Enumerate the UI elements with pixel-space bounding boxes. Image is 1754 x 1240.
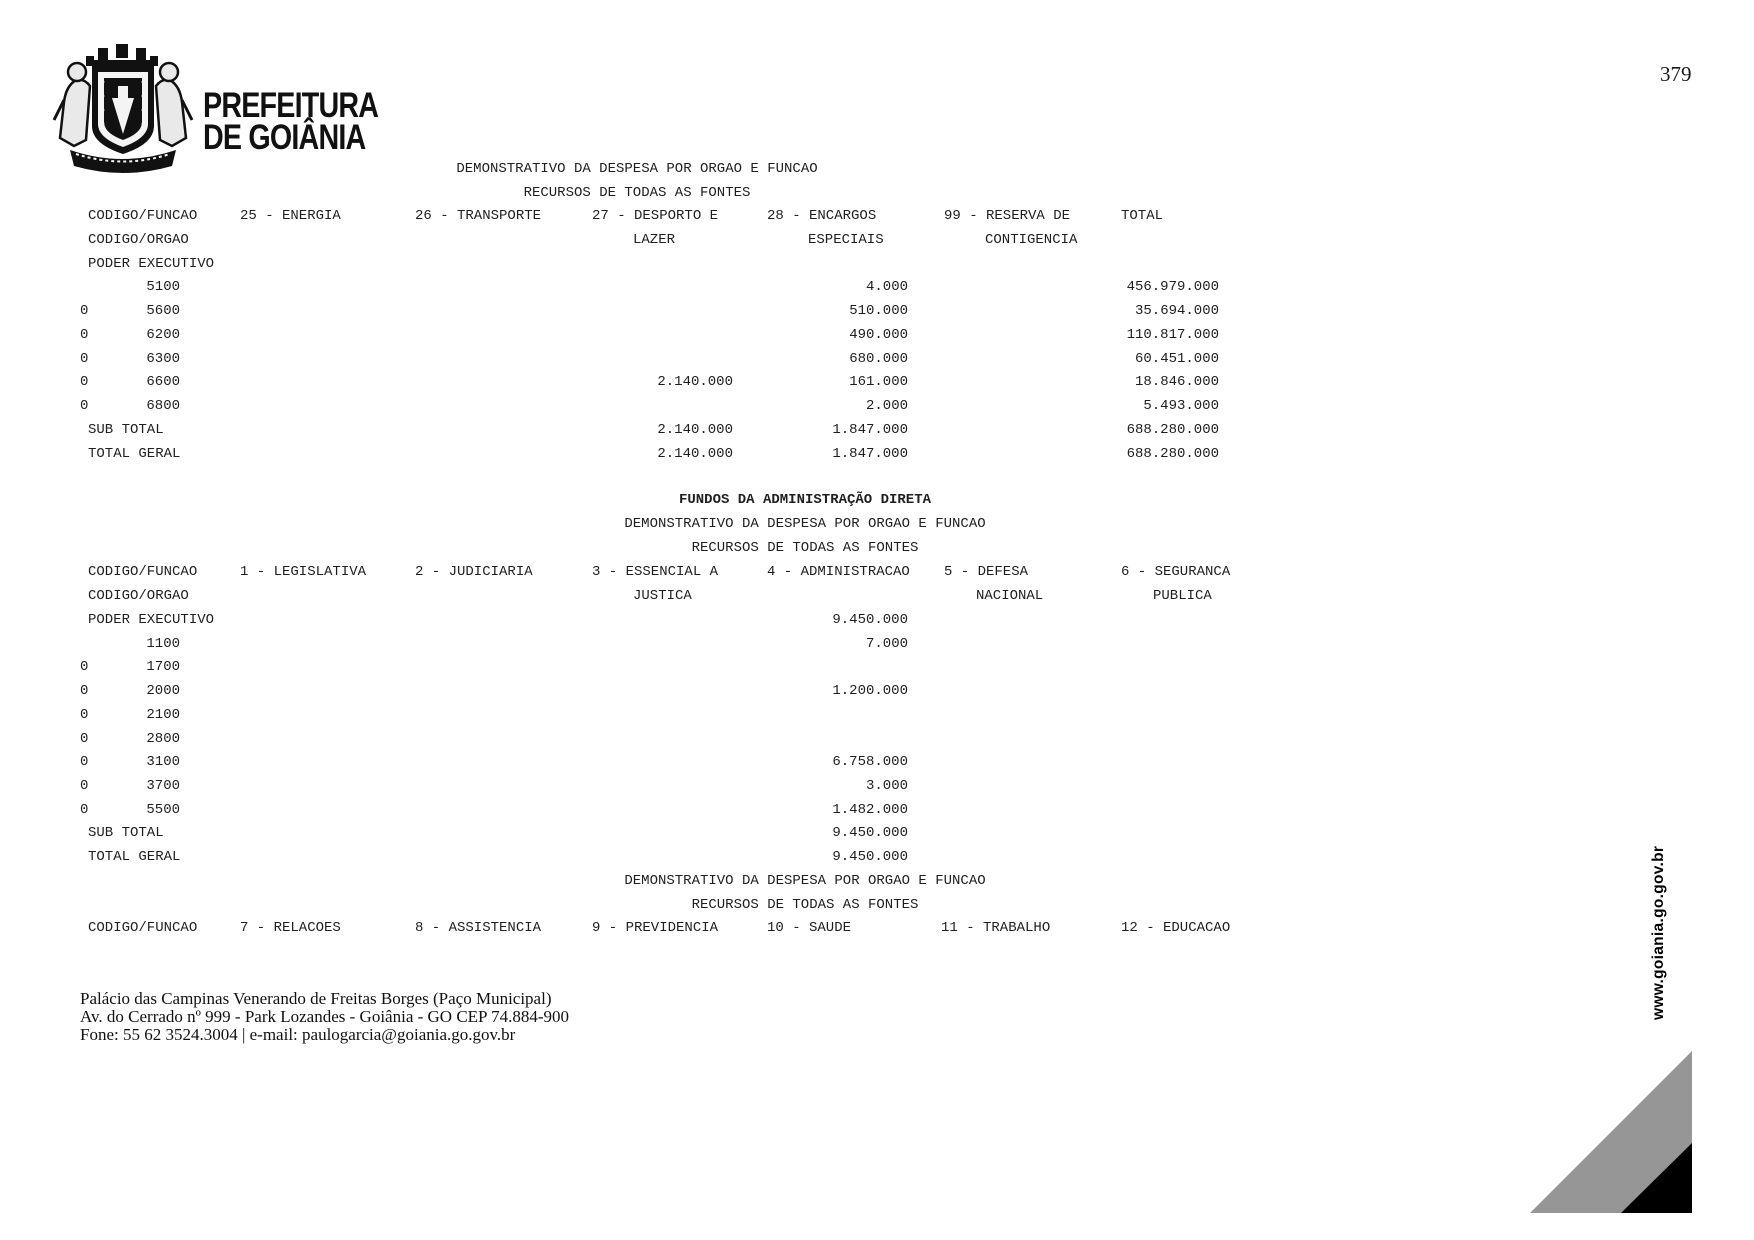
t3-h-trabalho: 11 - TRABALHO: [941, 920, 1051, 936]
cell-flag: 0: [80, 802, 89, 818]
t1-h-codigo-orgao: CODIGO/ORGAO: [88, 232, 189, 248]
cell-c4: 6.758.000: [832, 754, 908, 770]
table-row: [0, 301, 1754, 323]
t3-title: DEMONSTRATIVO DA DESPESA POR ORGAO E FUNCAO: [624, 873, 986, 889]
t3-h-assistencia: 8 - ASSISTENCIA: [415, 920, 542, 936]
t1-h-especiais: ESPECIAIS: [808, 232, 884, 248]
t3-subtitle: RECURSOS DE TODAS AS FONTES: [691, 897, 919, 913]
table-row: [0, 657, 1754, 679]
t1-h-encargos: 28 - ENCARGOS: [767, 208, 877, 224]
cell-total: 688.280.000: [1126, 446, 1219, 462]
t1-h-lazer: LAZER: [633, 232, 676, 248]
t3-h-relacoes: 7 - RELACOES: [240, 920, 341, 936]
cell-c28: 1.847.000: [832, 446, 908, 462]
footer-address-block: [80, 990, 569, 1044]
t1-title-row: [0, 159, 1754, 181]
cell-c28: 161.000: [849, 374, 908, 390]
cell-flag: 0: [80, 351, 89, 367]
t2-h-defesa: 5 - DEFESA: [944, 564, 1029, 580]
t3-title-row: [0, 871, 1754, 893]
cell-total: 60.451.000: [1134, 351, 1219, 367]
cell-flag: 0: [80, 731, 89, 747]
cell-code: 5100: [146, 279, 180, 295]
brand-wordmark: [203, 86, 379, 157]
subtotal-label: SUB TOTAL: [88, 422, 164, 438]
cell-flag: 0: [80, 754, 89, 770]
t2-h-nacional: NACIONAL: [976, 588, 1044, 604]
t3-h-educacao: 12 - EDUCACAO: [1121, 920, 1231, 936]
cell-flag: 0: [80, 374, 89, 390]
t2-title: DEMONSTRATIVO DA DESPESA POR ORGAO E FUNCAO: [624, 516, 986, 532]
cell-total: 456.979.000: [1126, 279, 1219, 295]
t1-title: DEMONSTRATIVO DA DESPESA POR ORGAO E FUNCAO: [456, 161, 818, 177]
goiania-coat-of-arms-logo: [52, 42, 194, 178]
t2-h-codigo-orgao: CODIGO/ORGAO: [88, 588, 189, 604]
t2-header-row-1: [0, 562, 1754, 584]
footer-line3: Fone: 55 62 3524.3004 | e-mail: paulogarcia@goiania.go.gov.br: [80, 1025, 516, 1044]
t1-h-contigencia: CONTIGENCIA: [985, 232, 1078, 248]
cell-c28: 2.000: [865, 398, 908, 414]
cell-total: 110.817.000: [1126, 327, 1219, 343]
t2-poder-executivo: PODER EXECUTIVO: [88, 612, 215, 628]
cell-code: 5600: [146, 303, 180, 319]
table-row: [0, 396, 1754, 418]
cell-code: 6600: [146, 374, 180, 390]
t1-h-codigo-funcao: CODIGO/FUNCAO: [88, 208, 198, 224]
cell-c27: 2.140.000: [657, 446, 733, 462]
cell-code: 6800: [146, 398, 180, 414]
t2-subtotal-row: [0, 823, 1754, 845]
brand-line1: PREFEITURA: [203, 86, 379, 125]
t2-h-justica: JUSTICA: [633, 588, 692, 604]
brand-line2: DE GOIÂNIA: [203, 118, 366, 157]
table-row: [0, 705, 1754, 727]
t2-h-judiciaria: 2 - JUDICIARIA: [415, 564, 533, 580]
t2-title-row: [0, 514, 1754, 536]
cell-flag: 0: [80, 707, 89, 723]
cell-c27: 2.140.000: [657, 374, 733, 390]
cell-c28: 1.847.000: [832, 422, 908, 438]
table-row: [0, 681, 1754, 703]
t1-subtitle-row: [0, 183, 1754, 205]
cell-c28: 680.000: [849, 351, 908, 367]
cell-flag: 0: [80, 683, 89, 699]
t1-h-transporte: 26 - TRANSPORTE: [415, 208, 542, 224]
totalgeral-label: TOTAL GERAL: [88, 446, 181, 462]
cell-code: 5500: [146, 802, 180, 818]
t2-h-seguranca: 6 - SEGURANCA: [1121, 564, 1231, 580]
t2-h-codigo-funcao: CODIGO/FUNCAO: [88, 564, 198, 580]
table-row: [0, 277, 1754, 299]
cell-total: 35.694.000: [1134, 303, 1219, 319]
t3-header-row-1: [0, 918, 1754, 940]
t1-subtitle: RECURSOS DE TODAS AS FONTES: [523, 185, 751, 201]
cell-flag: 0: [80, 778, 89, 794]
corner-triangle-decoration: [1528, 1048, 1694, 1215]
t2-group-row: [0, 610, 1754, 632]
t1-group-row: [0, 254, 1754, 276]
table-row: [0, 776, 1754, 798]
cell-code: 2800: [146, 731, 180, 747]
t2-subtitle: RECURSOS DE TODAS AS FONTES: [691, 540, 919, 556]
cell-total: 5.493.000: [1143, 398, 1219, 414]
cell-total: 688.280.000: [1126, 422, 1219, 438]
t2-h-administracao: 4 - ADMINISTRACAO: [767, 564, 910, 580]
cell-c4: 9.450.000: [832, 612, 908, 628]
t1-h-reserva: 99 - RESERVA DE: [944, 208, 1071, 224]
cell-c4: 7.000: [865, 636, 908, 652]
cell-code: 2000: [146, 683, 180, 699]
footer-line2: Av. do Cerrado nº 999 - Park Lozandes - Goiânia - GO CEP 74.884-900: [80, 1007, 570, 1026]
vertical-site-url: www.goiania.go.gov.br: [1650, 845, 1667, 1020]
cell-c27: 2.140.000: [657, 422, 733, 438]
footer-line1: Palácio das Campinas Venerando de Freitas Borges (Paço Municipal): [80, 989, 552, 1008]
t2-section-heading: FUNDOS DA ADMINISTRAÇÃO DIRETA: [678, 492, 932, 508]
cell-c4: 9.450.000: [832, 849, 908, 865]
table-row: [0, 349, 1754, 371]
cell-c4: 9.450.000: [832, 825, 908, 841]
t1-h-total: TOTAL: [1121, 208, 1164, 224]
page-number: 379: [1660, 62, 1692, 86]
t2-header-row-2: [0, 586, 1754, 608]
totalgeral-label: TOTAL GERAL: [88, 849, 181, 865]
t3-subtitle-row: [0, 895, 1754, 917]
cell-flag: 0: [80, 659, 89, 675]
cell-c28: 510.000: [849, 303, 908, 319]
cell-code: 3700: [146, 778, 180, 794]
subtotal-label: SUB TOTAL: [88, 825, 164, 841]
t2-totalgeral-row: [0, 847, 1754, 869]
t1-poder-executivo: PODER EXECUTIVO: [88, 256, 215, 272]
t1-header-row-2: [0, 230, 1754, 252]
cell-code: 6200: [146, 327, 180, 343]
table-row: [0, 325, 1754, 347]
t1-totalgeral-row: [0, 444, 1754, 466]
cell-flag: 0: [80, 398, 89, 414]
cell-flag: 0: [80, 303, 89, 319]
t2-h-legislativa: 1 - LEGISLATIVA: [240, 564, 367, 580]
cell-c28: 490.000: [849, 327, 908, 343]
t1-subtotal-row: [0, 420, 1754, 442]
t2-section-heading-row: [0, 490, 1754, 512]
t3-h-codigo-funcao: CODIGO/FUNCAO: [88, 920, 198, 936]
t2-h-publica: PUBLICA: [1153, 588, 1212, 604]
t2-subtitle-row: [0, 538, 1754, 560]
table-row: [0, 800, 1754, 822]
t1-header-row-1: [0, 206, 1754, 228]
cell-code: 2100: [146, 707, 180, 723]
t3-h-previdencia: 9 - PREVIDENCIA: [592, 920, 719, 936]
cell-code: 3100: [146, 754, 180, 770]
t1-h-energia: 25 - ENERGIA: [240, 208, 341, 224]
cell-flag: 0: [80, 327, 89, 343]
cell-c4: 1.200.000: [832, 683, 908, 699]
cell-c28: 4.000: [865, 279, 908, 295]
table-row: [0, 752, 1754, 774]
t2-h-essencial: 3 - ESSENCIAL A: [592, 564, 719, 580]
cell-total: 18.846.000: [1134, 374, 1219, 390]
cell-code: 1700: [146, 659, 180, 675]
table-row: [0, 634, 1754, 656]
table-row: [0, 372, 1754, 394]
table-row: [0, 729, 1754, 751]
cell-code: 1100: [146, 636, 180, 652]
cell-c4: 3.000: [865, 778, 908, 794]
t3-h-saude: 10 - SAUDE: [767, 920, 852, 936]
cell-code: 6300: [146, 351, 180, 367]
t1-h-desporto: 27 - DESPORTO E: [592, 208, 719, 224]
cell-c4: 1.482.000: [832, 802, 908, 818]
